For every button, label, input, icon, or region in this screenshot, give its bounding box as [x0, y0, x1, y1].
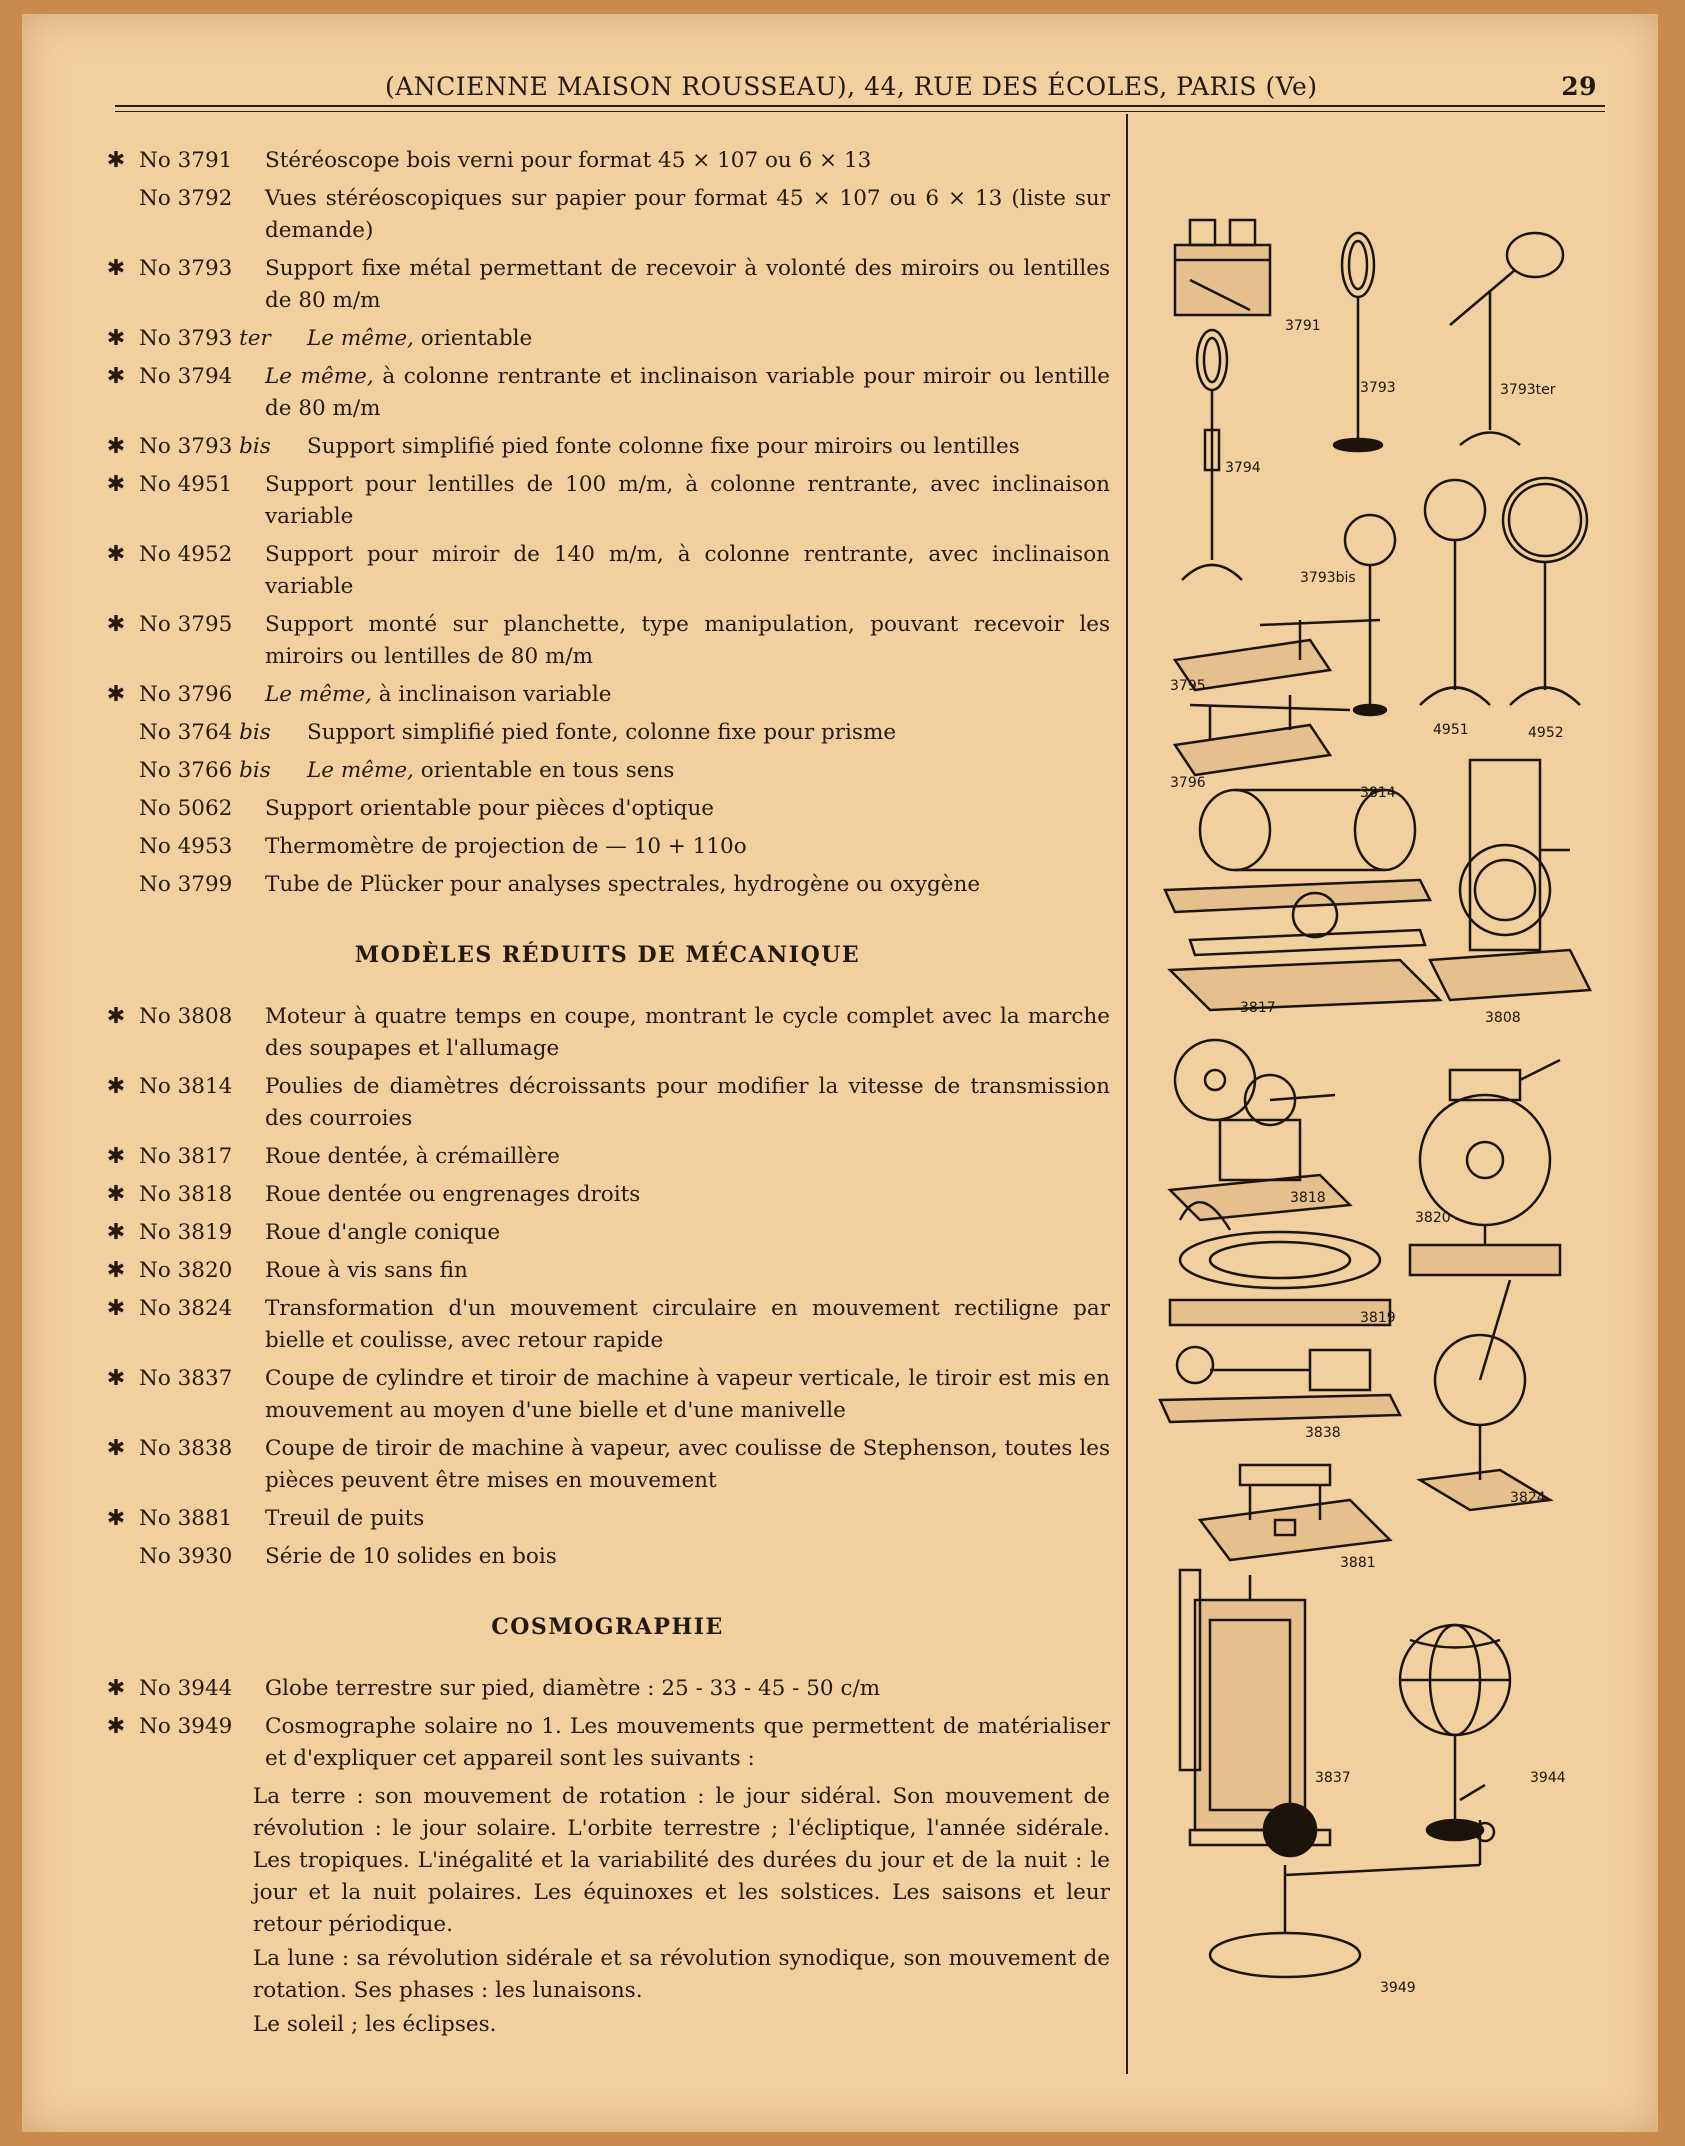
- figure-label: 3949: [1380, 1980, 1416, 1996]
- entry-description-text: Support simplifié pied fonte, colonne fixe pour prisme: [307, 720, 897, 745]
- entry-description-text: Coupe de cylindre et tiroir de machine à vapeur verticale, le tiroir est mis en mouvement au moyen d'une bielle et d'une manivelle: [265, 1366, 1110, 1423]
- star-marker-icon: ✱: [106, 612, 126, 637]
- star-marker-icon: ✱: [106, 1144, 126, 1169]
- star-marker-icon: ✱: [106, 542, 126, 567]
- catalog-entry: [105, 469, 1110, 533]
- column-divider: [1126, 114, 1128, 2074]
- figure-label: 3791: [1285, 318, 1321, 334]
- star-marker-icon: ✱: [106, 434, 126, 459]
- support-3793-bis-illustration: [1345, 515, 1395, 715]
- catalog-entry: [105, 253, 1110, 317]
- entry-number: [139, 1673, 232, 1705]
- illustration-column: [1150, 200, 1620, 2000]
- entry-number-text: No 3808: [139, 1004, 233, 1029]
- entry-description: [265, 1673, 1110, 1705]
- header-title: (ANCIENNE MAISON ROUSSEAU), 44, RUE DES ÉCOLES, PARIS (Ve): [385, 72, 1318, 101]
- figure-label: 3794: [1225, 460, 1261, 476]
- entry-description: [307, 431, 1110, 463]
- entry-description-text: Transformation d'un mouvement circulaire en mouvement rectiligne par bielle et coulisse, avec retour rapide: [265, 1296, 1110, 1353]
- slotted-link-3824-illustration: [1420, 1280, 1550, 1510]
- support-4951-illustration: [1420, 480, 1490, 705]
- steam-valve-3838-illustration: [1160, 1347, 1400, 1422]
- entry-description-text: Support orientable pour pièces d'optique: [265, 796, 715, 821]
- instrument-engravings: [1150, 200, 1620, 2000]
- entry-description-text: Support pour lentilles de 100 m/m, à colonne rentrante, avec inclinaison variable: [265, 472, 1110, 529]
- description-paragraph: La terre : son mouvement de rotation : le jour sidéral. Son mouvement de révolution : le jour solaire. L'orbite terrestre ; l'écliptique, l'année sidérale. Les tropiques. L'inégalité et la variabilité des durées du jour et de la nuit : le jour et la nuit polaires. Les équinoxes et les solstices. Les saisons et leur retour périodique.: [253, 1784, 1110, 1937]
- star-marker-icon: ✱: [106, 1366, 126, 1391]
- entry-number-text: No 3818: [139, 1182, 233, 1207]
- support-3793-illustration: [1334, 233, 1382, 451]
- catalog-entry: [105, 869, 1110, 901]
- entry-description: [265, 831, 1110, 863]
- entry-number: [139, 1255, 232, 1287]
- entry-description: [265, 1711, 1110, 1775]
- entry-number: [139, 1141, 232, 1173]
- entry-number: [139, 1433, 232, 1465]
- entry-number: [139, 1541, 232, 1573]
- star-marker-icon: ✱: [106, 1296, 126, 1321]
- catalog-entry: [105, 831, 1110, 863]
- stereoscope-illustration: [1175, 220, 1270, 315]
- page-header: [115, 58, 1605, 108]
- catalog-entry: [105, 323, 1110, 355]
- entry-number-text: No 4952: [139, 542, 233, 567]
- entry-description: [265, 1179, 1110, 1211]
- entry-description-text: Support pour miroir de 140 m/m, à colonne rentrante, avec inclinaison variable: [265, 542, 1110, 599]
- star-marker-icon: ✱: [106, 1258, 126, 1283]
- star-marker-icon: ✱: [106, 1004, 126, 1029]
- figure-label: 3793ter: [1500, 382, 1556, 398]
- cosmography-description: [105, 1781, 1110, 2041]
- entry-number-text: No 3824: [139, 1296, 233, 1321]
- worm-gear-3820-illustration: [1410, 1060, 1560, 1275]
- entry-number-text: No 3949: [139, 1714, 233, 1739]
- entry-description-text: Moteur à quatre temps en coupe, montrant le cycle complet avec la marche des soupapes et l'allumage: [265, 1004, 1110, 1061]
- optics-list: [105, 145, 1110, 901]
- catalog-entry: [105, 1541, 1110, 1573]
- figure-label: 3838: [1305, 1425, 1341, 1441]
- entry-number: [139, 469, 232, 501]
- entry-description-text: Support fixe métal permettant de recevoir à volonté des miroirs ou lentilles de 80 m/m: [265, 256, 1110, 313]
- entry-number: [139, 609, 232, 641]
- entry-number: [139, 679, 232, 711]
- entry-number: [139, 431, 271, 463]
- figure-label: 3944: [1530, 1770, 1566, 1786]
- entry-description-text: Cosmographe solaire no 1. Les mouvements que permettent de matérialiser et d'expliquer cet appareil sont les suivants :: [265, 1714, 1110, 1771]
- catalog-entry: [105, 1433, 1110, 1497]
- entry-number: [139, 1363, 232, 1395]
- catalog-entry: [105, 1071, 1110, 1135]
- star-marker-icon: ✱: [106, 326, 126, 351]
- entry-number-text: No 5062: [139, 796, 233, 821]
- entry-number-text: No 3796: [139, 682, 233, 707]
- entry-number: [139, 755, 271, 787]
- star-marker-icon: ✱: [106, 1714, 126, 1739]
- cosmography-list: [105, 1673, 1110, 1775]
- figure-label: 3795: [1170, 678, 1206, 694]
- entry-description-italic: Le même,: [265, 682, 372, 707]
- entry-description: [265, 1433, 1110, 1497]
- entry-number: [139, 1179, 232, 1211]
- entry-number-text: No 3838: [139, 1436, 233, 1461]
- star-marker-icon: ✱: [106, 682, 126, 707]
- catalog-entry: [105, 1255, 1110, 1287]
- catalog-entry: [105, 539, 1110, 603]
- star-marker-icon: ✱: [106, 472, 126, 497]
- section-title-cosmography: COSMOGRAPHIE: [491, 1614, 724, 1640]
- entry-description-italic: Le même,: [307, 326, 414, 351]
- catalog-entry: [105, 1217, 1110, 1249]
- entry-number-text: No 3944: [139, 1676, 233, 1701]
- entry-description-text: Treuil de puits: [265, 1506, 425, 1531]
- catalog-entry: [105, 755, 1110, 787]
- description-paragraph: La lune : sa révolution sidérale et sa révolution synodique, son mouvement de rotation. Ses phases : les lunaisons.: [253, 1946, 1110, 2003]
- entry-description: [265, 145, 1110, 177]
- catalog-entry: [105, 1673, 1110, 1705]
- page-number: 29: [1561, 72, 1597, 101]
- catalog-entry: [105, 1711, 1110, 1775]
- entry-number: [139, 183, 232, 215]
- entry-number-text: No 3799: [139, 872, 233, 897]
- entry-description: [265, 793, 1110, 825]
- figure-label: 4952: [1528, 725, 1564, 741]
- entry-description: [265, 679, 1110, 711]
- entry-number-text: No 3791: [139, 148, 233, 173]
- entry-number-text: No 3764: [139, 720, 233, 745]
- entry-number: [139, 1293, 232, 1325]
- entry-number: [139, 1001, 232, 1033]
- entry-number-text: No 3820: [139, 1258, 233, 1283]
- star-marker-icon: ✱: [106, 1182, 126, 1207]
- entry-description: [265, 1363, 1110, 1427]
- figure-label: 3817: [1240, 1000, 1276, 1016]
- entry-description: [265, 609, 1110, 673]
- catalog-entry: [105, 1293, 1110, 1357]
- entry-number-text: No 3881: [139, 1506, 233, 1531]
- entry-description-text: Vues stéréoscopiques sur papier pour format 45 × 107 ou 6 × 13 (liste sur demande): [265, 186, 1110, 243]
- pulleys-3814-illustration: [1165, 790, 1430, 912]
- entry-number-suffix: bis: [239, 720, 271, 745]
- star-marker-icon: ✱: [106, 1074, 126, 1099]
- entry-description: [265, 539, 1110, 603]
- star-marker-icon: ✱: [106, 1506, 126, 1531]
- entry-number: [139, 793, 232, 825]
- entry-number-text: No 3817: [139, 1144, 233, 1169]
- entry-number-text: No 3793: [139, 256, 233, 281]
- entry-number-text: No 3766: [139, 758, 233, 783]
- support-3794-illustration: [1182, 330, 1242, 580]
- entry-number: [139, 323, 271, 355]
- winch-3881-illustration: [1200, 1465, 1390, 1560]
- star-marker-icon: ✱: [106, 148, 126, 173]
- catalog-entry: [105, 793, 1110, 825]
- section-title-mechanics: MODÈLES RÉDUITS DE MÉCANIQUE: [354, 942, 861, 968]
- catalog-entry: [105, 717, 1110, 749]
- support-4952-illustration: [1503, 478, 1587, 705]
- star-marker-icon: ✱: [106, 1676, 126, 1701]
- star-marker-icon: ✱: [106, 364, 126, 389]
- entry-description-text: Roue dentée ou engrenages droits: [265, 1182, 641, 1207]
- entry-description: [265, 1293, 1110, 1357]
- entry-description-text: Série de 10 solides en bois: [265, 1544, 557, 1569]
- catalog-entry: [105, 1001, 1110, 1065]
- entry-description-italic: Le même,: [265, 364, 374, 389]
- entry-number-suffix: ter: [239, 326, 271, 351]
- engine-3808-illustration: [1430, 760, 1590, 1000]
- support-3795-illustration: [1175, 620, 1380, 690]
- entry-description: [265, 1217, 1110, 1249]
- catalog-entry: [105, 1141, 1110, 1173]
- catalog-entry: [105, 679, 1110, 711]
- entry-number-text: No 4951: [139, 472, 233, 497]
- entry-number-text: No 3793: [139, 326, 233, 351]
- mechanics-list: [105, 1001, 1110, 1573]
- catalog-entry: [105, 1179, 1110, 1211]
- entry-number: [139, 145, 232, 177]
- entry-number: [139, 1071, 232, 1103]
- figure-label: 3793bis: [1300, 570, 1356, 586]
- figure-label: 3793: [1360, 380, 1396, 396]
- entry-number-text: No 3794: [139, 364, 233, 389]
- entry-description: [265, 1141, 1110, 1173]
- support-3793-ter-illustration: [1450, 233, 1563, 445]
- figure-label: 3820: [1415, 1210, 1451, 1226]
- figure-label: 4951: [1433, 722, 1469, 738]
- catalog-entry: [105, 1363, 1110, 1427]
- figure-label: 3824: [1510, 1490, 1546, 1506]
- entry-number-suffix: bis: [239, 434, 271, 459]
- entry-description: [265, 1503, 1110, 1535]
- entry-description: [265, 869, 1110, 901]
- globe-3944-illustration: [1400, 1625, 1510, 1840]
- entry-number: [139, 831, 232, 863]
- star-marker-icon: ✱: [106, 1220, 126, 1245]
- star-marker-icon: ✱: [106, 256, 126, 281]
- header-rule-thin: [115, 111, 1605, 112]
- figure-label: 3837: [1315, 1770, 1351, 1786]
- entry-description-text: Roue d'angle conique: [265, 1220, 501, 1245]
- entry-number-text: No 3819: [139, 1220, 233, 1245]
- figure-label: 3819: [1360, 1310, 1396, 1326]
- entry-description-text: Coupe de tiroir de machine à vapeur, avec coulisse de Stephenson, toutes les pièces peuvent être mises en mouvement: [265, 1436, 1110, 1493]
- entry-number-suffix: bis: [239, 758, 271, 783]
- entry-description: [307, 717, 1110, 749]
- entry-description: [307, 323, 1110, 355]
- catalog-entry: [105, 431, 1110, 463]
- catalog-entry: [105, 183, 1110, 247]
- entry-description-text: Support monté sur planchette, type manipulation, pouvant recevoir les miroirs ou lentilles de 80 m/m: [265, 612, 1110, 669]
- entry-description-text: Globe terrestre sur pied, diamètre : 25 - 33 - 45 - 50 c/m: [265, 1676, 881, 1701]
- entry-description-text: à inclinaison variable: [378, 682, 612, 707]
- entry-description-text: Roue à vis sans fin: [265, 1258, 468, 1283]
- description-paragraph: Le soleil ; les éclipses.: [253, 2012, 497, 2037]
- entry-number: [139, 253, 232, 285]
- figure-label: 3818: [1290, 1190, 1326, 1206]
- figure-label: 3881: [1340, 1555, 1376, 1571]
- entry-description-italic: Le même,: [307, 758, 414, 783]
- entry-description-text: Poulies de diamètres décroissants pour modifier la vitesse de transmission des courroies: [265, 1074, 1110, 1131]
- entry-description: [265, 1071, 1110, 1135]
- entry-description: [265, 183, 1110, 247]
- entry-description-text: Roue dentée, à crémaillère: [265, 1144, 560, 1169]
- catalog-entry: [105, 1503, 1110, 1535]
- figure-label: 3796: [1170, 775, 1206, 791]
- entry-description: [265, 469, 1110, 533]
- catalog-entry: [105, 145, 1110, 177]
- entry-number-text: No 4953: [139, 834, 233, 859]
- entry-description: [265, 1541, 1110, 1573]
- entry-number: [139, 1217, 232, 1249]
- entry-description-text: orientable en tous sens: [420, 758, 675, 783]
- entry-number: [139, 539, 232, 571]
- entry-description-text: Thermomètre de projection de — 10 + 110o: [265, 834, 747, 859]
- entry-description-text: Support simplifié pied fonte colonne fixe pour miroirs ou lentilles: [307, 434, 1020, 459]
- entry-number: [139, 1711, 232, 1743]
- entry-number: [139, 869, 232, 901]
- entry-description-text: Tube de Plücker pour analyses spectrales, hydrogène ou oxygène: [265, 872, 981, 897]
- figure-label: 3808: [1485, 1010, 1521, 1026]
- entry-number-text: No 3795: [139, 612, 233, 637]
- entry-number-text: No 3837: [139, 1366, 233, 1391]
- entry-description-text: à colonne rentrante et inclinaison variable pour miroir ou lentille de 80 m/m: [265, 364, 1110, 421]
- figure-label: 3814: [1360, 785, 1396, 801]
- entry-description: [265, 361, 1110, 425]
- star-marker-icon: ✱: [106, 1436, 126, 1461]
- support-3796-illustration: [1175, 695, 1350, 775]
- header-rule: [115, 105, 1605, 107]
- entry-description: [265, 253, 1110, 317]
- entry-description: [265, 1255, 1110, 1287]
- entry-description-text: Stéréoscope bois verni pour format 45 × 107 ou 6 × 13: [265, 148, 872, 173]
- entry-number: [139, 1503, 232, 1535]
- catalog-entry: [105, 361, 1110, 425]
- entry-description: [307, 755, 1110, 787]
- text-column: [105, 145, 1110, 2043]
- entry-description-text: orientable: [420, 326, 533, 351]
- entry-number-text: No 3792: [139, 186, 233, 211]
- entry-description: [265, 1001, 1110, 1065]
- steam-cylinder-3837-illustration: [1180, 1570, 1330, 1845]
- entry-number-text: No 3793: [139, 434, 233, 459]
- catalog-entry: [105, 609, 1110, 673]
- entry-number: [139, 361, 232, 393]
- entry-number: [139, 717, 271, 749]
- entry-number-text: No 3814: [139, 1074, 233, 1099]
- entry-number-text: No 3930: [139, 1544, 233, 1569]
